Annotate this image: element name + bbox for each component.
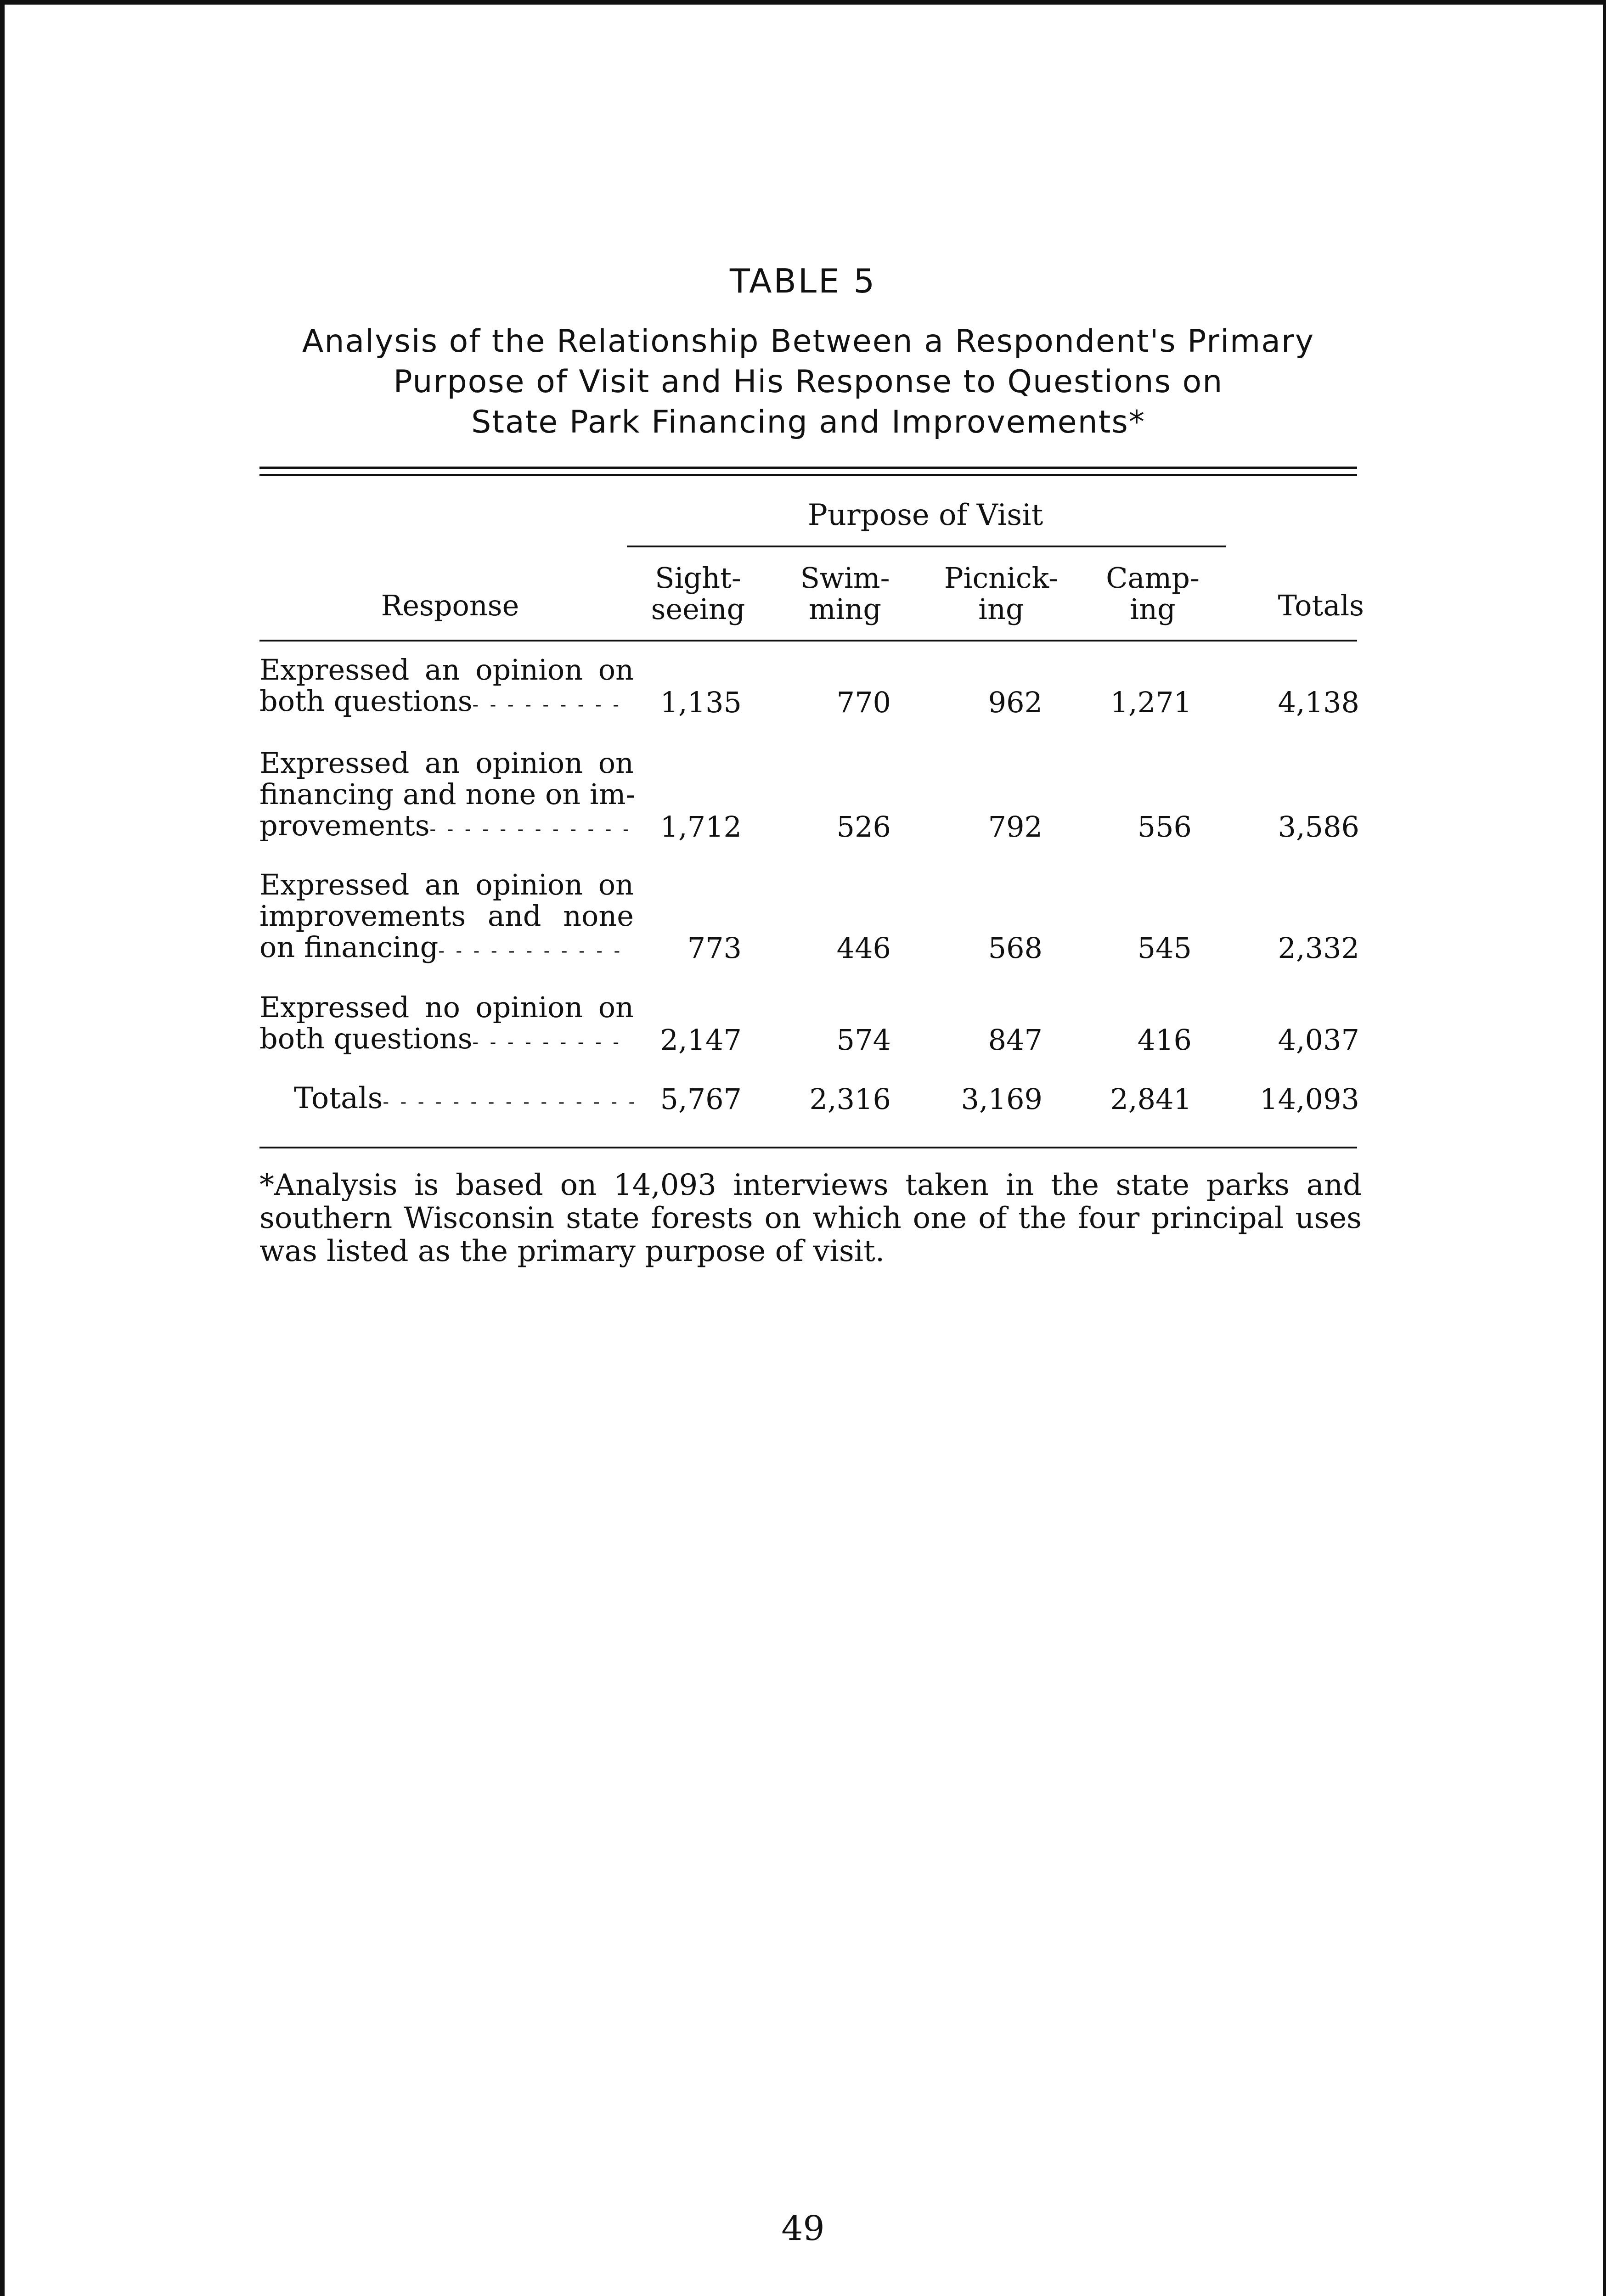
page-border bbox=[0, 0, 5, 2296]
table-footnote: *Analysis is based on 14,093 interviews taken in the state parks and southern Wisconsin state forests on which one of the four principal uses was listed as the primary purpose of visit. bbox=[259, 1168, 1362, 1268]
title-line: Analysis of the Relationship Between a Respondent's Primary bbox=[302, 323, 1315, 360]
page-border bbox=[1603, 0, 1606, 2296]
table-row-label: Expressed an opinion on financing and none on im- provements- - - - - - - - - - - - bbox=[259, 746, 636, 842]
table-cell: 2,147 bbox=[660, 1023, 742, 1057]
table-cell: 847 bbox=[988, 1023, 1042, 1057]
page-border bbox=[0, 0, 1606, 5]
table-cell: 770 bbox=[836, 686, 891, 719]
table-cell: 526 bbox=[836, 810, 891, 844]
header-swimming: Swim- ming bbox=[800, 561, 890, 626]
top-double-rule bbox=[259, 467, 1357, 469]
table-cell: 792 bbox=[988, 810, 1042, 844]
table-cell: 773 bbox=[687, 931, 742, 965]
header-rule bbox=[259, 640, 1357, 642]
title-line: Purpose of Visit and His Response to Questions on bbox=[393, 364, 1223, 400]
table-cell: 1,135 bbox=[660, 686, 742, 719]
table-cell: 545 bbox=[1137, 931, 1192, 965]
totals-row-label: Totals- - - - - - - - - - - - - - - bbox=[294, 1081, 638, 1115]
table-number: TABLE 5 bbox=[729, 262, 877, 300]
table-cell: 3,586 bbox=[1278, 810, 1359, 844]
table-row-label: Expressed an opinion on improvements and none on financing- - - - - - - - - - - bbox=[259, 868, 634, 964]
table-cell: 1,712 bbox=[660, 810, 742, 844]
table-row-label: Expressed an opinion on both questions- - - - - - - - - bbox=[259, 653, 634, 718]
totals-cell: 2,316 bbox=[809, 1082, 891, 1116]
table-cell: 1,271 bbox=[1110, 686, 1192, 719]
table-cell: 4,138 bbox=[1278, 686, 1359, 719]
header-sightseeing: Sight- seeing bbox=[651, 561, 745, 626]
top-double-rule bbox=[259, 474, 1357, 476]
header-response: Response bbox=[381, 589, 519, 622]
table-cell: 556 bbox=[1137, 810, 1192, 844]
table-cell: 4,037 bbox=[1278, 1023, 1359, 1057]
totals-cell: 5,767 bbox=[660, 1082, 742, 1116]
table-cell: 962 bbox=[988, 686, 1042, 719]
page-number: 49 bbox=[781, 2209, 825, 2248]
table-cell: 2,332 bbox=[1278, 931, 1359, 965]
table-cell: 416 bbox=[1137, 1023, 1192, 1057]
totals-cell: 14,093 bbox=[1260, 1082, 1359, 1116]
totals-cell: 3,169 bbox=[961, 1082, 1042, 1116]
table-title bbox=[276, 321, 1341, 443]
title-line: State Park Financing and Improvements* bbox=[471, 404, 1145, 440]
table-cell: 568 bbox=[988, 931, 1042, 965]
header-totals: Totals bbox=[1278, 589, 1364, 622]
table-cell: 446 bbox=[836, 931, 891, 965]
header-picnicking: Picnick- ing bbox=[944, 561, 1059, 626]
bottom-rule bbox=[259, 1147, 1357, 1148]
header-camping: Camp- ing bbox=[1106, 561, 1200, 626]
table-row-label: Expressed no opinion on both questions- - - - - - - - - bbox=[259, 990, 634, 1055]
column-group-header: Purpose of Visit bbox=[807, 498, 1043, 532]
totals-cell: 2,841 bbox=[1110, 1082, 1192, 1116]
table-cell: 574 bbox=[836, 1023, 891, 1057]
column-group-rule bbox=[627, 546, 1226, 547]
